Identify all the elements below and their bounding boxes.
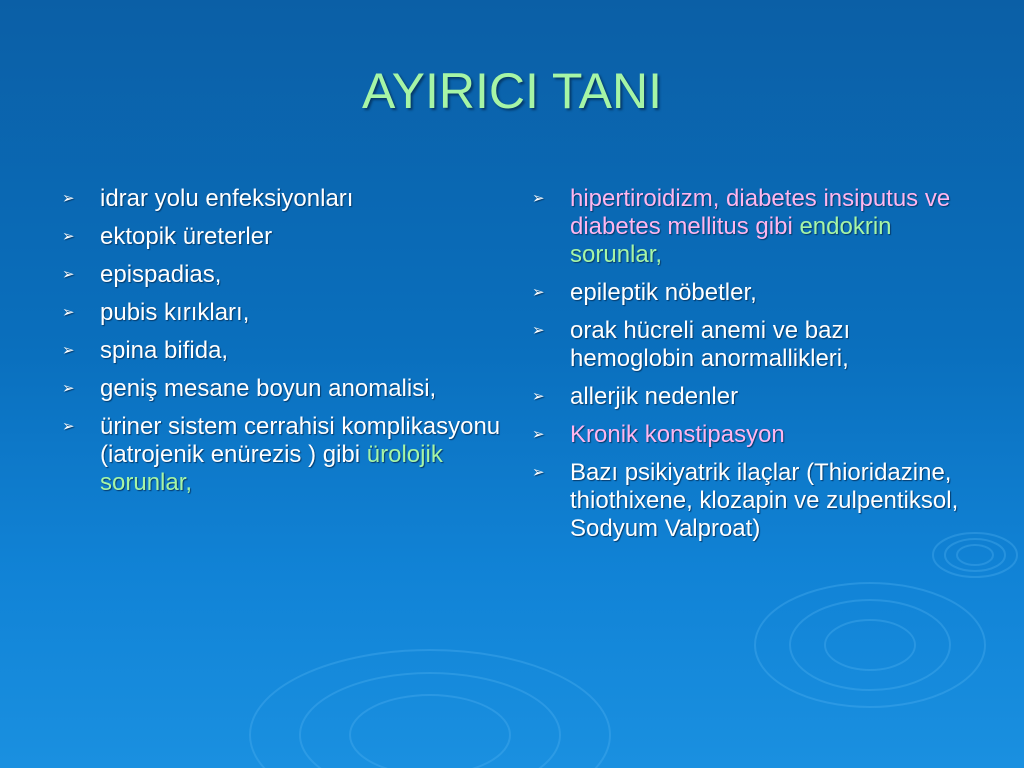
arrowhead-bullet-icon: ➢ [62, 304, 75, 321]
list-item-text: epileptik nöbetler, [570, 279, 757, 306]
arrowhead-bullet-icon: ➢ [532, 190, 545, 207]
arrowhead-bullet-icon: ➢ [532, 322, 545, 339]
list-item [62, 185, 512, 213]
list-item [62, 337, 512, 365]
arrowhead-bullet-icon: ➢ [532, 426, 545, 443]
arrowhead-bullet-icon: ➢ [532, 464, 545, 481]
list-item-text: epispadias, [100, 261, 222, 288]
list-item-text: üriner sistem cerrahisi komplikasyonu (iatrojenik enürezis ) gibi [100, 413, 501, 468]
list-item-text: pubis kırıkları, [100, 299, 250, 326]
list-item [532, 279, 962, 307]
arrowhead-bullet-icon: ➢ [62, 190, 75, 207]
list-item [62, 375, 512, 403]
list-item [532, 459, 962, 543]
list-item-text: Bazı psikiyatrik ilaçlar (Thioridazine, thiothixene, klozapin ve zulpentiksol, Sodyum Valproat) [570, 459, 959, 542]
list-item-text: idrar yolu enfeksiyonları [100, 185, 354, 212]
list-item-text: geniş mesane boyun anomalisi, [100, 375, 437, 402]
list-item-text: ektopik üreterler [100, 223, 273, 250]
arrowhead-bullet-icon: ➢ [532, 388, 545, 405]
list-item [62, 299, 512, 327]
arrowhead-bullet-icon: ➢ [62, 266, 75, 283]
list-item [62, 413, 512, 497]
list-item [532, 317, 962, 373]
list-item-text: spina bifida, [100, 337, 229, 364]
left-bullet-list [62, 185, 512, 507]
arrowhead-bullet-icon: ➢ [62, 380, 75, 397]
slide-title: AYIRICI TANI [361, 63, 663, 119]
list-item-text: orak hücreli anemi ve bazı hemoglobin anormallikleri, [570, 317, 851, 372]
list-item-highlight: ürolojik sorunlar, [100, 441, 443, 496]
list-item-text: hipertiroidizm, diabetes insiputus ve diabetes mellitus gibi [570, 185, 951, 240]
list-item-text: Kronik konstipasyon [570, 421, 785, 448]
arrowhead-bullet-icon: ➢ [62, 342, 75, 359]
arrowhead-bullet-icon: ➢ [62, 418, 75, 435]
list-item-text: allerjik nedenler [570, 383, 739, 410]
list-item [62, 223, 512, 251]
list-item [532, 421, 962, 449]
right-bullet-list [532, 185, 962, 553]
list-item [62, 261, 512, 289]
list-item [532, 383, 962, 411]
list-item [532, 185, 962, 269]
list-item-highlight: endokrin sorunlar, [570, 213, 892, 268]
arrowhead-bullet-icon: ➢ [532, 284, 545, 301]
arrowhead-bullet-icon: ➢ [62, 228, 75, 245]
